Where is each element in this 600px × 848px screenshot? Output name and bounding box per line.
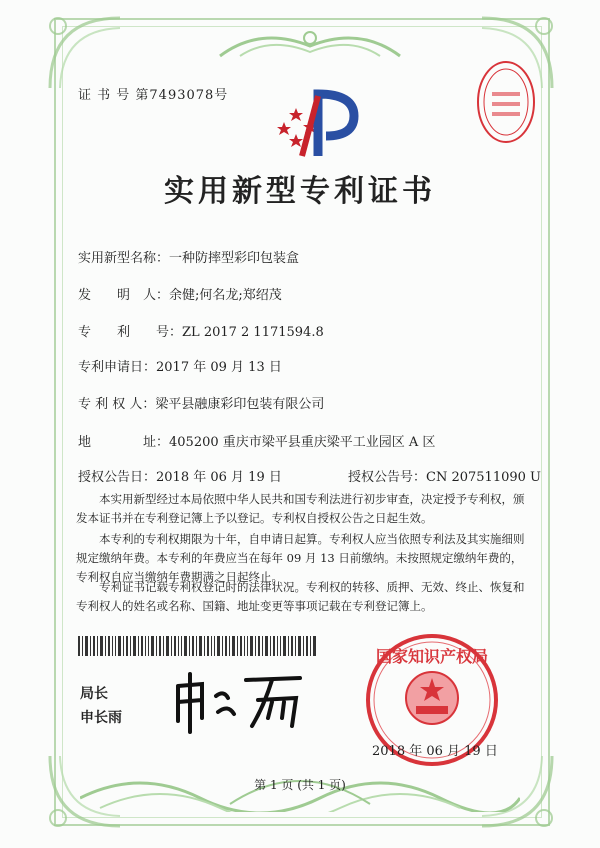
utility-model-name-row (78, 247, 299, 266)
field-label: 实用新型名称： (78, 251, 170, 266)
small-stamp-icon (474, 58, 538, 148)
paragraph-legal-status: 专利证书记载专利权登记时的法律状况。专利权的转移、质押、无效、终止、恢复和专利权人的姓名或名称、国籍、地址变更等事项记载在专利登记簿上。 (76, 580, 525, 613)
barcode-icon (78, 636, 318, 656)
signatory-block (80, 682, 122, 730)
filing-date-row (78, 356, 282, 375)
field-value: 405200 重庆市梁平县重庆梁平工业园区 A 区 (169, 435, 436, 450)
signatory-title: 局长 (80, 686, 108, 702)
field-value: CN 207511090 U (426, 470, 541, 485)
seal-date: 2018 年 06 月 19 日 (372, 744, 498, 759)
field-value: 2017 年 09 月 13 日 (156, 360, 282, 375)
grant-number-row (348, 466, 541, 485)
address-row (78, 431, 435, 450)
top-ornament-icon (210, 26, 410, 60)
paragraph-term: 本专利的专利权期限为十年，自申请日起算。专利权人应当依照专利法及其实施细则规定缴纳年费。本专利的年费应当在每年 09 月 13 日前缴纳。未按照规定缴纳年费的，专利权自应当缴纳年费期满之日起终止。 (76, 532, 525, 584)
field-label: 发 明 人： (78, 288, 170, 303)
field-value: 一种防摔型彩印包装盒 (169, 251, 300, 266)
field-value: 余健;何名龙;郑绍茂 (169, 288, 282, 303)
patentee-row (78, 393, 324, 412)
patent-office-emblem-icon (266, 86, 362, 158)
field-label: 授权公告日： (78, 470, 157, 485)
svg-text:国家知识产权局: 国家知识产权局 (375, 647, 489, 666)
signatory-name: 申长雨 (80, 710, 122, 726)
grant-date-row (78, 466, 282, 485)
field-label: 地 址： (78, 435, 170, 450)
certificate-title: 实用新型专利证书 (164, 174, 436, 209)
patent-number-row (78, 321, 324, 340)
page-number: 第 1 页 (共 1 页) (254, 778, 346, 792)
certificate-number: 证 书 号 第7493078号 (78, 88, 229, 103)
handwritten-signature-icon (168, 666, 308, 736)
field-label: 专 利 号： (78, 325, 183, 340)
field-value: 2018 年 06 月 19 日 (156, 470, 282, 485)
field-label: 授权公告号： (348, 470, 427, 485)
field-label: 专利申请日： (78, 360, 157, 375)
field-value: ZL 2017 2 1171594.8 (182, 325, 324, 340)
field-value: 梁平县融康彩印包装有限公司 (155, 397, 325, 412)
field-label: 专 利 权 人： (78, 397, 156, 412)
inventor-row (78, 284, 282, 303)
paragraph-grant: 本实用新型经过本局依照中华人民共和国专利法进行初步审查，决定授予专利权，颁发本证书并在专利登记簿上予以登记。专利权自授权公告之日起生效。 (76, 492, 525, 525)
